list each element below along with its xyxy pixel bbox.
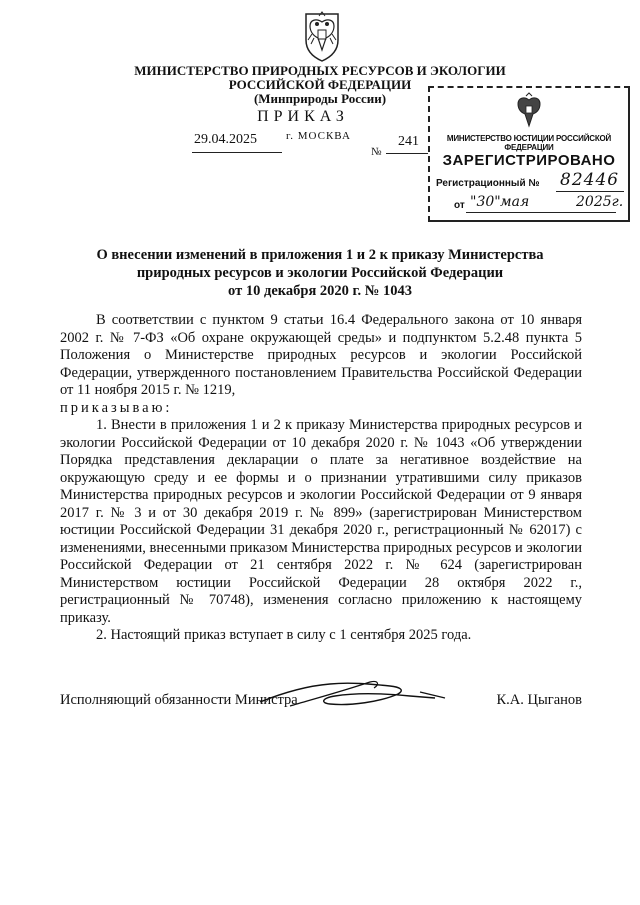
coat-of-arms-icon xyxy=(300,10,344,64)
registration-stamp xyxy=(428,86,630,222)
item-2-paragraph: 2. Настоящий приказ вступает в силу с 1 сентября 2025 года. xyxy=(96,627,472,643)
ministry-short-name: (Минприроды России) xyxy=(253,91,387,106)
ministry-name-line2: РОССИЙСКОЙ ФЕДЕРАЦИИ xyxy=(228,77,412,92)
stamp-year: 2025г. xyxy=(576,194,624,210)
stamp-month: мая xyxy=(500,194,530,210)
order-title xyxy=(60,246,580,300)
signatory-position: Исполняющий обязанности Министра xyxy=(60,692,298,708)
order-city: г. МОСКВА xyxy=(286,130,351,142)
signatory-name: К.А. Цыганов xyxy=(496,692,582,708)
number-sign: № xyxy=(371,146,382,158)
stamp-day: "30" xyxy=(470,194,501,210)
command-word: приказываю: xyxy=(60,399,173,416)
title-line2: природных ресурсов и экологии Российской Федерации xyxy=(136,265,504,281)
title-line1: О внесении изменений в приложения 1 и 2 к приказу Министерства xyxy=(96,247,544,263)
date-underline xyxy=(192,152,282,153)
title-line3: от 10 декабря 2020 г. № 1043 xyxy=(228,283,412,299)
ministry-name-line1: МИНИСТЕРСТВО ПРИРОДНЫХ РЕСУРСОВ И ЭКОЛОГИИ xyxy=(134,63,506,78)
stamp-coat-of-arms-icon xyxy=(512,92,546,132)
stamp-title: ЗАРЕГИСТРИРОВАНО xyxy=(442,152,616,169)
order-date: 29.04.2025 xyxy=(194,132,257,147)
stamp-reg-label: Регистрационный № xyxy=(436,178,540,189)
stamp-reg-underline xyxy=(556,191,624,192)
item-1-paragraph: 1. Внести в приложения 1 и 2 к приказу Министерства природных ресурсов и экологии Российской Федерации от 10 декабря 2020 г. № 1043 «Об утверждении Порядка представления декларации о плате за негативное воздействие на окружающую среду и ее формы и о признании утратившими силу приказов Министерства природных ресурсов и экологии Российской Федерации от 9 января 2017 г. № 3 и от 30 декабря 2019 г. № 899» (зарегистрирован Министерством юстиции Российской Федерации 31 декабря 2020 г., регистрационный № 62017) с изменениями, внесенными приказом Министерства природных ресурсов и экологии Российской Федерации от 21 сентября 2022 г. № 624 (зарегистрирован Министерством юстиции Российской Федерации 28 октября 2022 г., регистрационный № 70748), изменения согласно приложению к настоящему приказу. xyxy=(60,417,582,626)
preamble-paragraph: В соответствии с пунктом 9 статьи 16.4 Федерального закона от 10 января 2002 г. № 7-ФЗ «Об охране окружающей среды» и подпунктом 5.2.48 пункта 5 Положения о Министерстве природных ресурсов и экологии Российской Федерации, утвержденного постановлением Правительства Российской Федерации от 11 ноября 2015 г. № 1219, xyxy=(60,312,582,398)
document-type: ПРИКАЗ xyxy=(257,108,349,125)
stamp-date-label: от xyxy=(454,200,465,211)
handwritten-signature xyxy=(250,672,450,722)
order-body xyxy=(60,312,582,645)
stamp-organization: МИНИСТЕРСТВО ЮСТИЦИИ РОССИЙСКОЙ ФЕДЕРАЦИИ xyxy=(446,134,612,152)
order-number: 241 xyxy=(398,134,419,149)
stamp-reg-number: 82446 xyxy=(560,170,620,190)
stamp-date-underline xyxy=(466,212,616,213)
number-underline xyxy=(386,153,430,154)
